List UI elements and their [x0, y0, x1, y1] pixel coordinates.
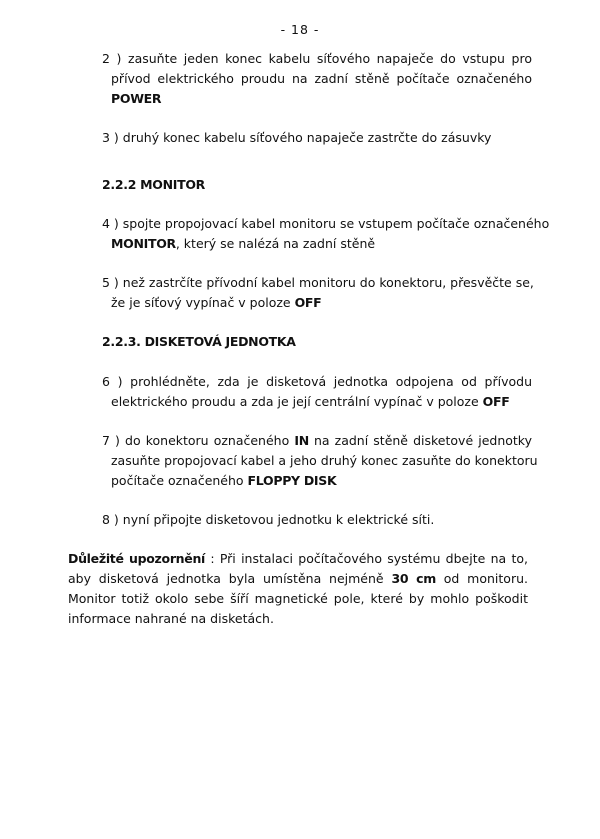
step-2-line-2: přívod elektrického proudu na zadní stěně počítače označeného	[111, 71, 532, 86]
step-4-line-2-rest: , který se nalézá na zadní stěně	[175, 236, 376, 251]
step-6-line-1: 6 ) prohlédněte, zda je disketová jednotka odpojena od přívodu	[102, 374, 532, 389]
step-5-line-2-text: že je síťový vypínač v poloze	[111, 295, 295, 310]
step-7-line-1-a: 7 ) do konektoru označeného	[102, 433, 295, 448]
step-5	[102, 273, 532, 313]
step-7-floppy-disk-label: FLOPPY DISK	[247, 473, 337, 488]
step-4-monitor-label: MONITOR	[111, 236, 176, 251]
note-line-3: Monitor totiž okolo sebe šíří magnetické pole, které by mohlo poškodit	[68, 591, 528, 606]
step-4	[102, 214, 550, 254]
note-line-1-rest: : Při instalaci počítačového systému dbejte na to,	[205, 551, 528, 566]
step-7-line-1-b: na zadní stěně disketové jednotky	[308, 433, 532, 448]
step-5-off-label: OFF	[294, 295, 322, 310]
page-number: - 18 -	[280, 22, 320, 37]
note-line-2-a: aby disketová jednotka byla umístěna nejméně	[68, 571, 392, 586]
section-heading-disk-drive: 2.2.3. DISKETOVÁ JEDNOTKA	[102, 334, 296, 349]
note-line-1	[68, 549, 528, 569]
step-2	[102, 49, 532, 109]
step-7-line-2: zasuňte propojovací kabel a jeho druhý konec zasuňte do konektoru	[111, 453, 538, 468]
step-8	[102, 510, 532, 530]
step-7-line-3-text: počítače označeného	[111, 473, 248, 488]
step-7-line-1	[102, 431, 532, 451]
note-line-4: informace nahrané na disketách.	[68, 611, 274, 626]
step-6-off-label: OFF	[482, 394, 510, 409]
step-2-power-label: POWER	[111, 91, 162, 106]
note-line-2-b: od monitoru.	[435, 571, 528, 586]
step-3-line-1: 3 ) druhý konec kabelu síťového napaječe zastrčte do zásuvky	[102, 130, 492, 145]
note-distance: 30 cm	[391, 571, 436, 586]
step-4-line-1: 4 ) spojte propojovací kabel monitoru se vstupem počítače označeného	[102, 216, 550, 231]
step-7	[102, 431, 538, 491]
section-heading-monitor: 2.2.2 MONITOR	[102, 177, 205, 192]
step-6-line-2-text: elektrického proudu a zda je její centrální vypínač v poloze	[111, 394, 483, 409]
note-label: Důležité upozornění	[68, 551, 206, 566]
step-7-in-label: IN	[294, 433, 309, 448]
step-3	[102, 128, 532, 148]
step-5-line-1: 5 ) než zastrčíte přívodní kabel monitoru do konektoru, přesvěčte se,	[102, 275, 534, 290]
step-2-line-1: 2 ) zasuňte jeden konec kabelu síťového napaječe do vstupu pro	[102, 51, 532, 66]
step-6	[102, 372, 532, 412]
important-note	[68, 549, 528, 629]
note-line-2	[68, 569, 528, 589]
step-8-line-1: 8 ) nyní připojte disketovou jednotku k elektrické síti.	[102, 512, 435, 527]
